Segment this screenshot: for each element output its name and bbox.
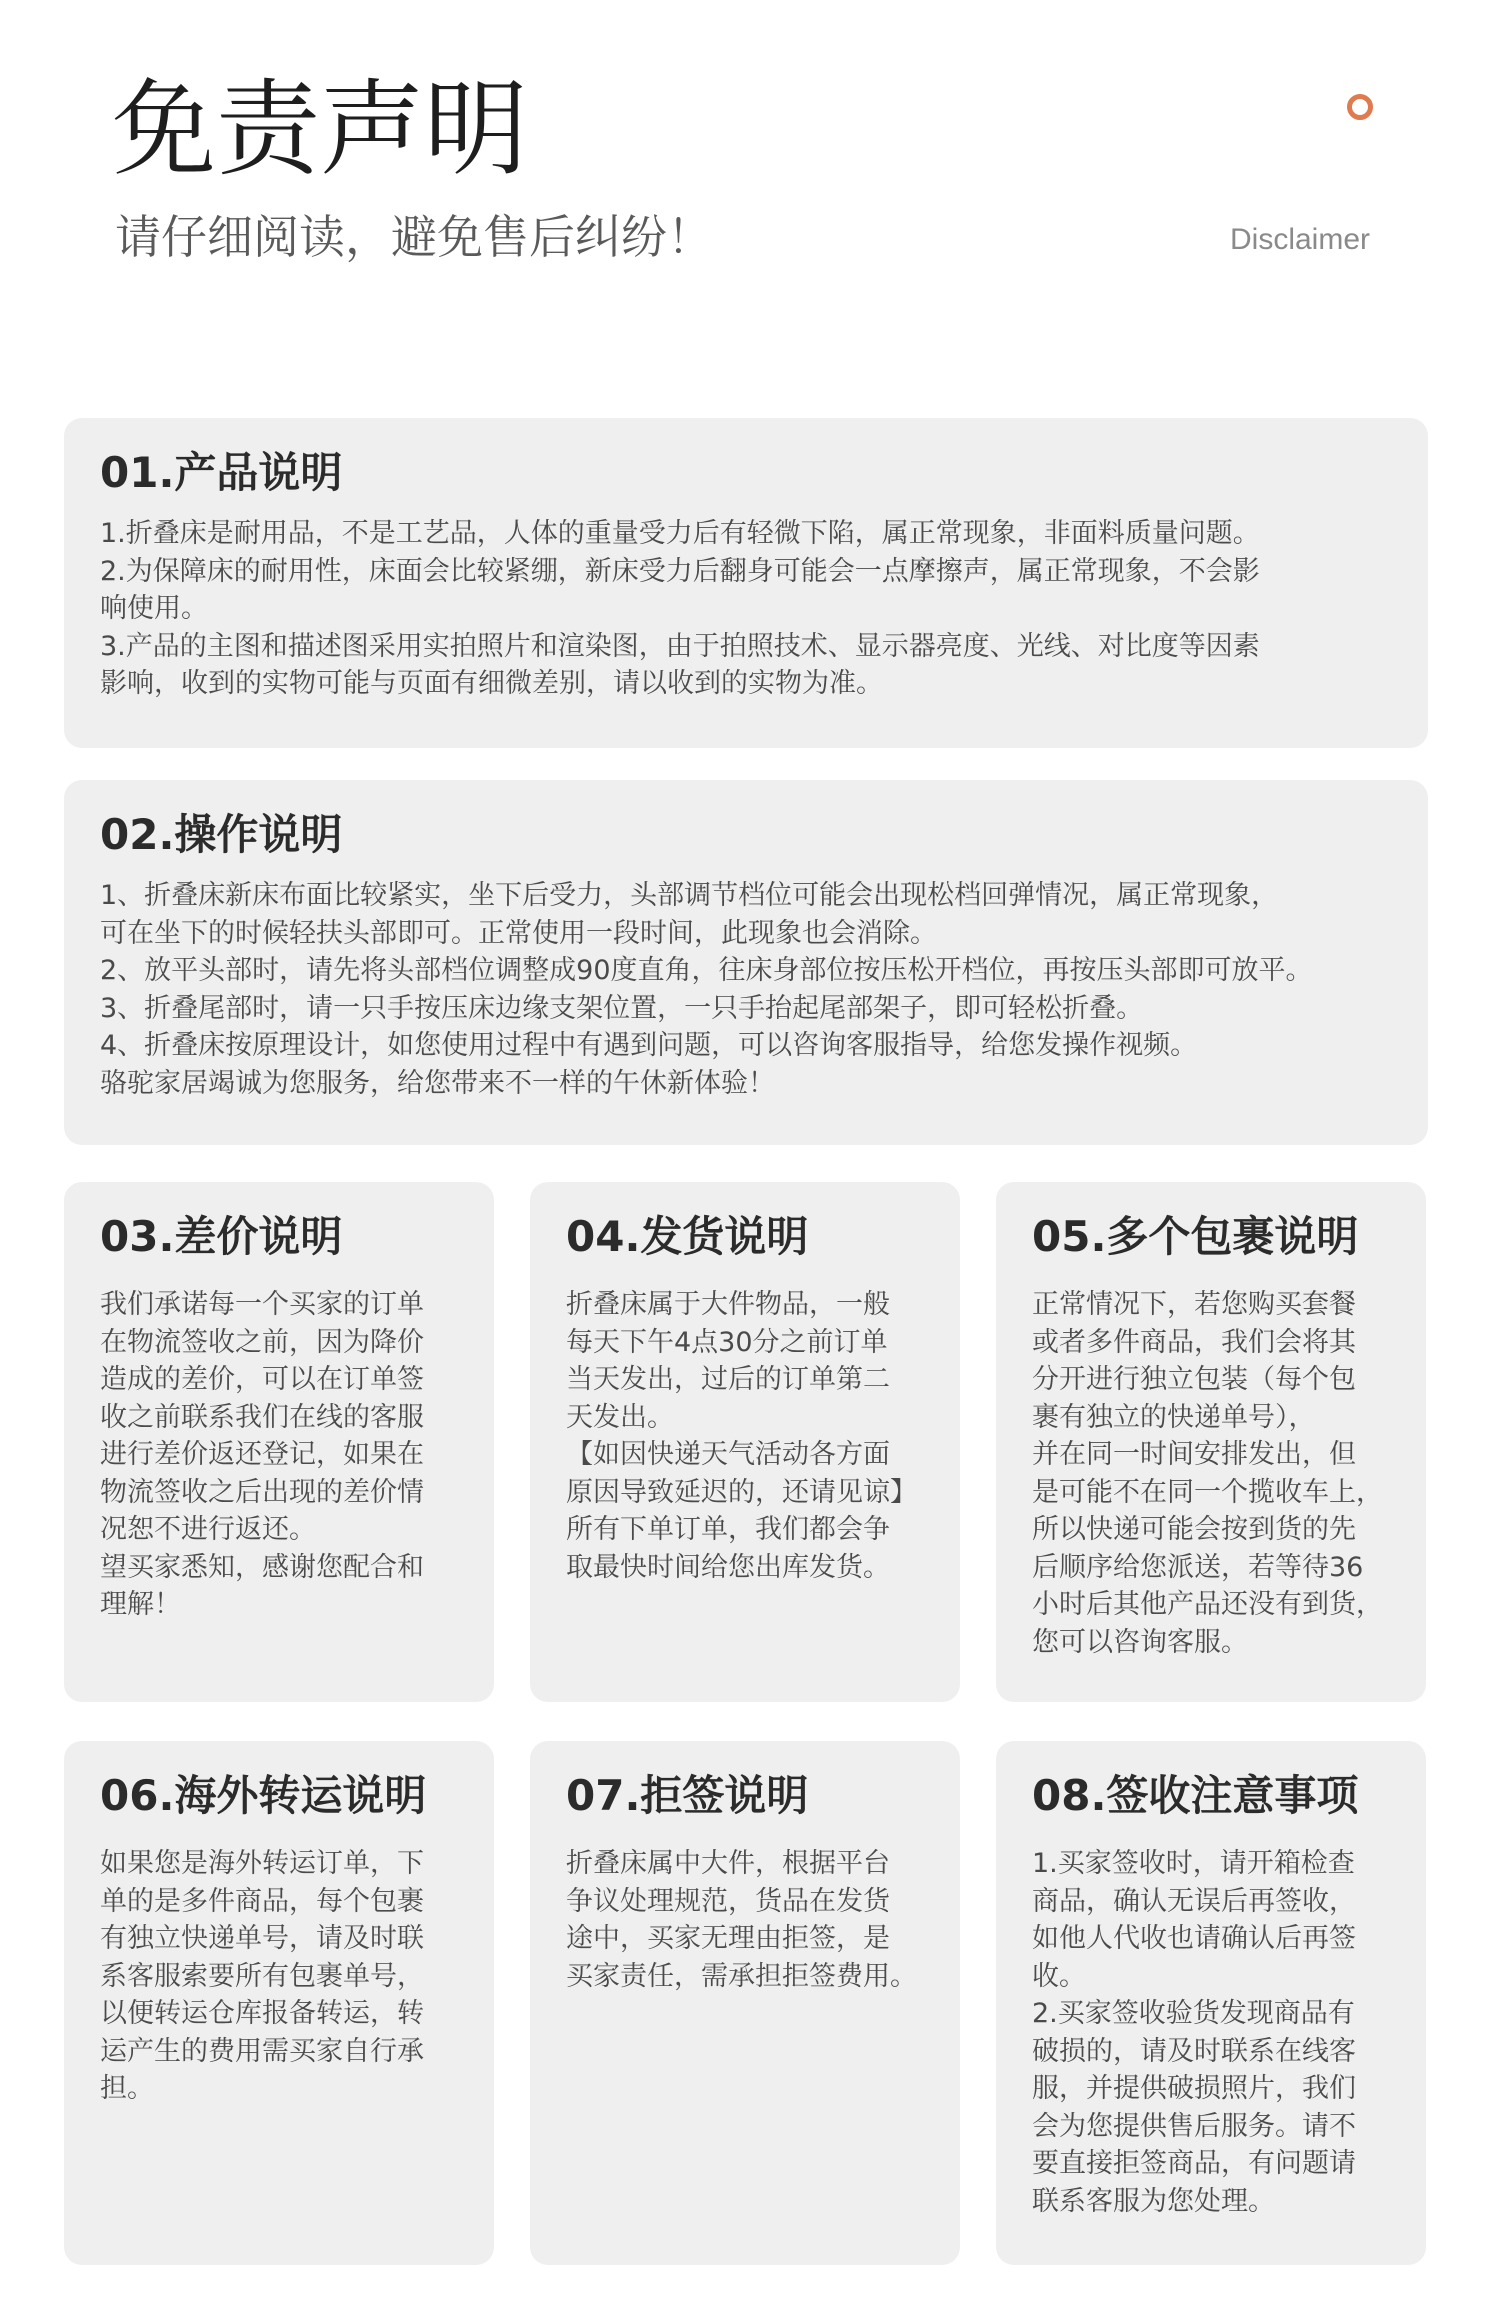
section-line: 骆驼家居竭诚为您服务，给您带来不一样的午休新体验！ <box>100 1067 775 1099</box>
section-line: 正常情况下，若您购买套餐 <box>1032 1289 1356 1320</box>
section-line: 如果您是海外转运订单，下 <box>100 1848 424 1879</box>
section-body <box>100 1845 424 2108</box>
section-line: 原因导致延迟的，还请见谅】 <box>566 1476 917 1508</box>
section-line: 2.买家签收验货发现商品有 <box>1032 1998 1355 2029</box>
section-line: 途中，买家无理由拒签，是 <box>566 1923 890 1954</box>
section-title: 04.发货说明 <box>566 1212 809 1261</box>
section-title: 02.操作说明 <box>100 810 343 859</box>
section-line: 会为您提供售后服务。请不 <box>1032 2110 1356 2142</box>
section-line: 折叠床属于大件物品，一般 <box>566 1289 890 1320</box>
section-line: 天发出。 <box>566 1401 674 1433</box>
section-line: 如他人代收也请确认后再签 <box>1032 1923 1356 1954</box>
section-line: 可在坐下的时候轻扶头部即可。正常使用一段时间，此现象也会消除。 <box>100 917 937 949</box>
section-shipping <box>530 1182 960 1702</box>
section-line: 以便转运仓库报备转运，转 <box>100 1998 424 2029</box>
section-line: 进行差价返还登记，如果在 <box>100 1439 424 1470</box>
section-line: 影响，收到的实物可能与页面有细微差别，请以收到的实物为准。 <box>100 668 883 699</box>
section-line: 是可能不在同一个揽收车上， <box>1032 1476 1383 1508</box>
decorative-circle-icon <box>1347 94 1373 120</box>
section-line: 分开进行独立包装（每个包 <box>1032 1364 1356 1395</box>
section-line: 收之前联系我们在线的客服 <box>100 1401 424 1433</box>
section-line: 或者多件商品，我们会将其 <box>1032 1326 1356 1358</box>
section-line: 裹有独立的快递单号）， <box>1032 1401 1316 1433</box>
section-multiple-packages <box>996 1182 1426 1702</box>
section-line: 联系客服为您处理。 <box>1032 2185 1275 2217</box>
page-title: 免责声明 <box>112 68 529 190</box>
section-body <box>100 515 1260 703</box>
section-line: 望买家悉知，感谢您配合和 <box>100 1551 424 1583</box>
section-line: 造成的差价，可以在订单签 <box>100 1364 424 1395</box>
section-line: 小时后其他产品还没有到货， <box>1032 1589 1383 1620</box>
section-line: 响使用。 <box>100 593 208 624</box>
section-line: 系客服索要所有包裹单号， <box>100 1960 424 1992</box>
section-body <box>100 1286 424 1624</box>
section-body <box>566 1286 917 1586</box>
section-line: 1.折叠床是耐用品，不是工艺品，人体的重量受力后有轻微下陷，属正常现象，非面料质量问题。 <box>100 518 1260 549</box>
section-title: 06.海外转运说明 <box>100 1771 427 1820</box>
section-line: 取最快时间给您出库发货。 <box>566 1551 890 1583</box>
section-line: 所有下单订单，我们都会争 <box>566 1514 890 1545</box>
section-line: 3.产品的主图和描述图采用实拍照片和渲染图，由于拍照技术、显示器亮度、光线、对比度等因素 <box>100 630 1260 662</box>
section-line: 我们承诺每一个买家的订单 <box>100 1289 424 1320</box>
section-line: 收。 <box>1032 1960 1086 1992</box>
section-line: 运产生的费用需买家自行承 <box>100 2035 424 2067</box>
section-title: 08.签收注意事项 <box>1032 1771 1359 1820</box>
section-receipt-notes <box>996 1741 1426 2265</box>
section-line: 后顺序给您派送，若等待36 <box>1032 1551 1364 1583</box>
section-title: 01.产品说明 <box>100 448 343 497</box>
section-overseas-forwarding <box>64 1741 494 2265</box>
section-line: 每天下午4点30分之前订单 <box>566 1326 888 1358</box>
section-body <box>566 1845 917 1995</box>
section-line: 折叠床属中大件，根据平台 <box>566 1848 890 1879</box>
section-line: 物流签收之后出现的差价情 <box>100 1476 424 1508</box>
section-line: 担。 <box>100 2073 154 2104</box>
section-title: 07.拒签说明 <box>566 1771 809 1820</box>
section-price-difference <box>64 1182 494 1702</box>
section-line: 要直接拒签商品，有问题请 <box>1032 2148 1356 2179</box>
section-line: 2、放平头部时，请先将头部档位调整成90度直角，往床身部位按压松开档位，再按压头部即可放平。 <box>100 955 1313 986</box>
section-line: 1.买家签收时，请开箱检查 <box>1032 1848 1355 1879</box>
section-line: 理解！ <box>100 1589 181 1620</box>
section-line: 3、折叠尾部时，请一只手按压床边缘支架位置，一只手抬起尾部架子，即可轻松折叠。 <box>100 992 1144 1024</box>
section-body <box>1032 1845 1356 2220</box>
section-line: 您可以咨询客服。 <box>1032 1626 1248 1658</box>
section-title: 05.多个包裹说明 <box>1032 1212 1359 1261</box>
section-title: 03.差价说明 <box>100 1212 343 1261</box>
section-body <box>100 877 1313 1102</box>
section-line: 商品，确认无误后再签收， <box>1032 1885 1356 1917</box>
section-line: 在物流签收之前，因为降价 <box>100 1326 424 1358</box>
section-line: 【如因快递天气活动各方面 <box>566 1439 890 1470</box>
section-line: 所以快递可能会按到货的先 <box>1032 1514 1356 1545</box>
section-line: 4、折叠床按原理设计，如您使用过程中有遇到问题，可以咨询客服指导，给您发操作视频。 <box>100 1030 1198 1061</box>
section-line: 2.为保障床的耐用性，床面会比较紧绷，新床受力后翻身可能会一点摩擦声，属正常现象，不会影 <box>100 555 1260 587</box>
page-subtitle: 请仔细阅读，避免售后纠纷！ <box>115 210 713 264</box>
section-product <box>64 418 1428 748</box>
section-line: 争议处理规范，货品在发货 <box>566 1885 890 1917</box>
section-line: 并在同一时间安排发出，但 <box>1032 1439 1356 1470</box>
section-line: 有独立快递单号，请及时联 <box>100 1923 424 1954</box>
section-line: 破损的，请及时联系在线客 <box>1032 2035 1356 2067</box>
section-operation <box>64 780 1428 1145</box>
section-line: 服，并提供破损照片，我们 <box>1032 2073 1356 2104</box>
section-body <box>1032 1286 1383 1661</box>
section-line: 买家责任，需承担拒签费用。 <box>566 1960 917 1992</box>
section-refusal <box>530 1741 960 2265</box>
section-line: 单的是多件商品，每个包裹 <box>100 1885 424 1917</box>
english-label: Disclaimer <box>1230 223 1371 256</box>
section-line: 况恕不进行返还。 <box>100 1514 316 1545</box>
section-line: 当天发出，过后的订单第二 <box>566 1364 890 1395</box>
section-line: 1、折叠床新床布面比较紧实，坐下后受力，头部调节档位可能会出现松档回弹情况，属正常现象， <box>100 880 1279 911</box>
